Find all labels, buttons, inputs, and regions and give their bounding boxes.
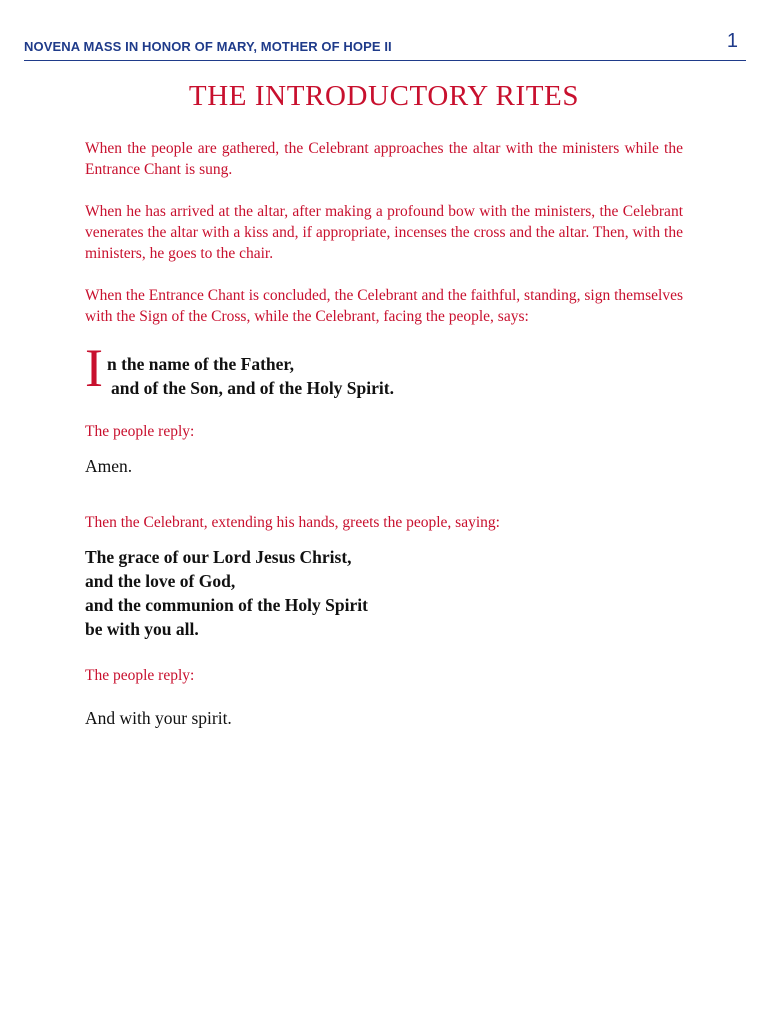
greeting-line-4: be with you all. — [85, 619, 199, 639]
rubric-people-reply-1: The people reply: — [85, 423, 195, 440]
rubric-greeting: Then the Celebrant, extending his hands, greets the people, saying: — [85, 514, 500, 531]
rubric-entrance: When the people are gathered, the Celebrant approaches the altar with the ministers while the Entrance Chant is sung. — [85, 140, 683, 178]
response-amen: Amen. — [85, 456, 133, 476]
response-and-with-your-spirit: And with your spirit. — [85, 708, 232, 728]
rubric-veneration: When he has arrived at the altar, after making a profound bow with the ministers, the Celebrant venerates the altar with a kiss and, if appropriate, incenses the cross and the altar. Then, with the ministers, he goes to the chair. — [85, 203, 683, 262]
greeting-line-2: and the love of God, — [85, 571, 236, 591]
drop-cap: I — [85, 338, 103, 398]
greeting-line-3: and the communion of the Holy Spirit — [85, 595, 368, 615]
rubric-people-reply-2: The people reply: — [85, 667, 195, 684]
page-content — [85, 138, 683, 730]
page-header — [24, 30, 746, 61]
rubric-sign-of-cross: When the Entrance Chant is concluded, the Celebrant and the faithful, standing, sign themselves with the Sign of the Cross, while the Celebrant, facing the people, says: — [85, 287, 683, 325]
greeting-line-1: The grace of our Lord Jesus Christ, — [85, 547, 352, 567]
invocation-block — [85, 338, 683, 398]
section-title: THE INTRODUCTORY RITES — [188, 80, 580, 112]
running-header-title: NOVENA MASS IN HONOR OF MARY, MOTHER OF HOPE II — [24, 39, 392, 54]
invocation-line-1: n the name of the Father, — [107, 354, 294, 374]
page-number: 1 — [726, 30, 738, 52]
invocation-line-2: and of the Son, and of the Holy Spirit. — [111, 378, 394, 398]
greeting-block — [85, 545, 683, 641]
